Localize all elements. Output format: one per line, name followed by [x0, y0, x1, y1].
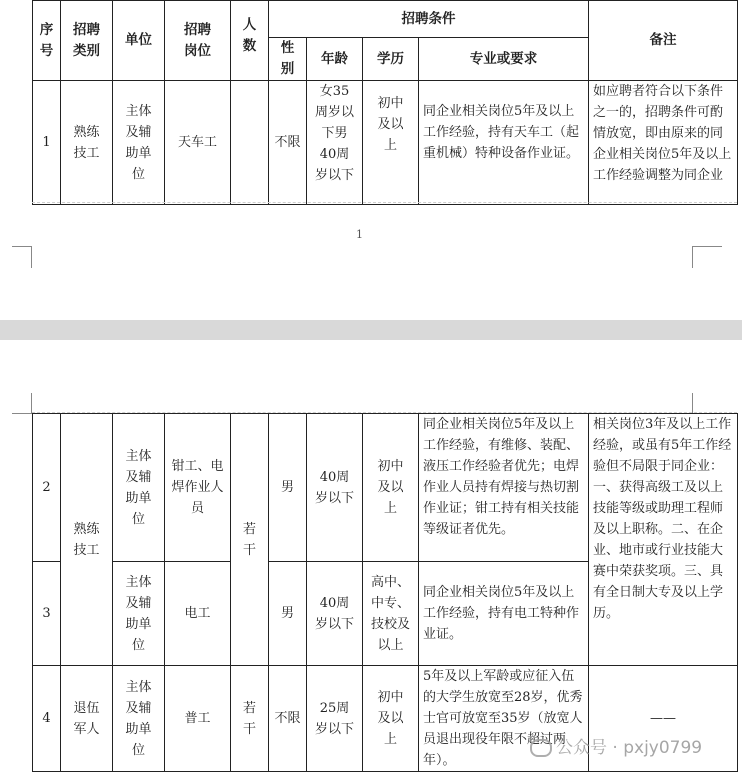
- row1-major: 同企业相关岗位5年及以上工作经验，持有天车工（起重机械）特种设备作业证。: [419, 81, 589, 205]
- row1-seq: 1: [33, 81, 61, 205]
- row4-age: 25周岁以下: [307, 666, 363, 772]
- crop-mark-top-left-v: [31, 393, 32, 414]
- crop-mark-left-v: [31, 246, 32, 268]
- crop-mark-top-left-h: [12, 413, 32, 414]
- page-number: 1: [356, 228, 363, 241]
- row4-gender: 不限: [269, 666, 307, 772]
- chat-bubble-icon: [530, 739, 552, 757]
- header-education: 学历: [363, 38, 419, 81]
- row2-education: 初中及以上: [363, 414, 419, 562]
- row4-count: 若干: [231, 666, 269, 772]
- row3-unit: 主体及辅助单位: [113, 562, 165, 666]
- recruitment-table-top: [32, 0, 738, 205]
- crop-mark-right-h: [692, 246, 722, 247]
- row4-post: 普工: [165, 666, 231, 772]
- row1-remark: 如应聘者符合以下条件之一的，招聘条件可酌情放宽，即由原来的同企业相关岗位5年及以上工作经验调整为同企业: [589, 81, 738, 205]
- header-unit: 单位: [113, 1, 165, 81]
- header-count: 人数: [231, 1, 269, 81]
- row3-gender: 男: [269, 562, 307, 666]
- merged-category: 熟练技工: [61, 414, 113, 666]
- row4-seq: 4: [33, 666, 61, 772]
- merged-count: 若干: [231, 414, 269, 666]
- header-gender: 性别: [269, 38, 307, 81]
- row4-major: 5年及以上军龄或应征入伍的大学生放宽至28岁，优秀士官可放宽至35岁（放宽人员退出现役年限不超过两年）。: [419, 666, 589, 772]
- row2-unit: 主体及辅助单位: [113, 414, 165, 562]
- page-divider: [32, 202, 737, 203]
- row1-post: 天车工: [165, 81, 231, 205]
- row1-unit: 主体及辅助单位: [113, 81, 165, 205]
- row3-education: 高中、中专、技校及以上: [363, 562, 419, 666]
- row1-age: 女35周岁以下男40周岁以下: [307, 81, 363, 205]
- row4-unit: 主体及辅助单位: [113, 666, 165, 772]
- row1-category: 熟练技工: [61, 81, 113, 205]
- page-1: [0, 0, 742, 320]
- row2-seq: 2: [33, 414, 61, 562]
- row4-education: 初中及以上: [363, 666, 419, 772]
- page-gap: [0, 320, 742, 340]
- row4-remark: ——: [589, 666, 738, 772]
- row2-major: 同企业相关岗位5年及以上工作经验，有维修、装配、液压工作经验者优先；电焊作业人员持有焊接与热切割作业证；钳工持有相关技能等级证者优先。: [419, 414, 589, 562]
- row1-count: [231, 81, 269, 205]
- row2-age: 40周岁以下: [307, 414, 363, 562]
- row3-post: 电工: [165, 562, 231, 666]
- row2-gender: 男: [269, 414, 307, 562]
- row1-gender: 不限: [269, 81, 307, 205]
- row1-education: 初中及以上: [363, 81, 419, 205]
- crop-mark-right-v: [692, 246, 693, 268]
- header-remark: 备注: [589, 1, 738, 81]
- watermark: 公众号 · pxjy0799: [530, 733, 702, 758]
- header-major: 专业或要求: [419, 38, 589, 81]
- crop-mark-left-h: [12, 246, 32, 247]
- row3-seq: 3: [33, 562, 61, 666]
- header-seq: 序号: [33, 1, 61, 81]
- header-post: 招聘岗位: [165, 1, 231, 81]
- recruitment-table-bottom: [32, 413, 738, 772]
- header-category: 招聘类别: [61, 1, 113, 81]
- row3-major: 同企业相关岗位5年及以上工作经验，持有电工特种作业证。: [419, 562, 589, 666]
- header-age: 年龄: [307, 38, 363, 81]
- crop-mark-top-right-v: [692, 393, 693, 414]
- header-conditions: 招聘条件: [269, 1, 589, 38]
- row4-category: 退伍军人: [61, 666, 113, 772]
- row3-age: 40周岁以下: [307, 562, 363, 666]
- merged-remark: 相关岗位3年及以上工作经验，或虽有5年工作经验但不局限于同企业：一、获得高级工及以上技能等级或助理工程师及以上职称。二、在企业、地市或行业技能大赛中荣获奖项。三、具有全日制大专及以上学历。: [589, 414, 738, 666]
- row2-post: 钳工、电焊作业人员: [165, 414, 231, 562]
